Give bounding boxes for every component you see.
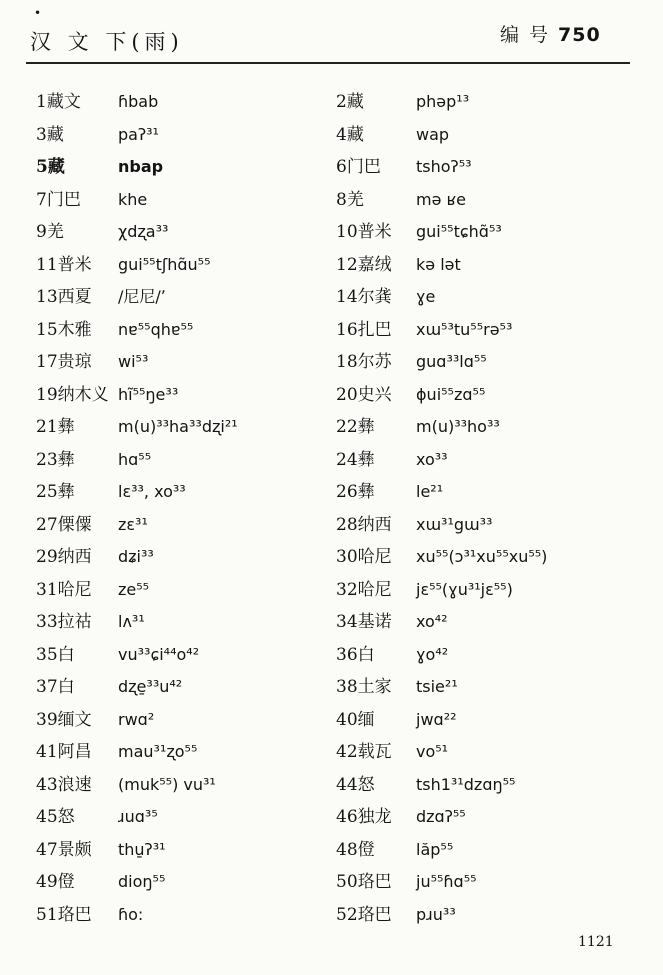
word-transcription: ɦbab: [118, 92, 159, 111]
language-label: 48僜: [336, 839, 375, 860]
word-transcription: hĩ⁵⁵ŋe³³: [118, 384, 179, 404]
language-entry: [336, 119, 450, 152]
word-transcription: lʌ³¹: [118, 612, 145, 631]
word-transcription: ɸui⁵⁵zɑ⁵⁵: [416, 384, 486, 404]
entry-number: [500, 20, 601, 47]
language-entry: [336, 899, 456, 932]
word-transcription: ze⁵⁵: [118, 579, 150, 599]
word-transcription: xɯ³¹gɯ³³: [416, 514, 493, 534]
language-entry: [336, 476, 444, 509]
language-entry: [336, 769, 516, 802]
language-entry: [36, 574, 150, 607]
language-label: 1藏文: [36, 92, 81, 112]
language-entry: [36, 834, 166, 867]
language-label: 42载瓦: [336, 742, 392, 762]
language-entry: [36, 281, 166, 314]
word-transcription: pɹu³³: [416, 904, 456, 924]
language-label: 25彝: [36, 482, 75, 502]
page-title: 汉 文 下(雨): [30, 30, 184, 54]
word-transcription: ju⁵⁵ɦɑ⁵⁵: [416, 872, 477, 891]
word-transcription: tshoʔ⁵³: [416, 157, 472, 176]
word-transcription: tsh1³¹dzɑŋ⁵⁵: [416, 774, 516, 794]
language-entry: [336, 411, 500, 444]
language-label: 22彝: [336, 417, 375, 437]
language-label: 39缅文: [36, 709, 92, 730]
language-entry: [36, 801, 158, 834]
language-entry: [36, 541, 154, 574]
language-label: 24彝: [336, 449, 375, 470]
language-label: 45怒: [36, 807, 75, 827]
language-entry: [36, 86, 159, 119]
language-entry: [336, 216, 502, 249]
language-entry: [336, 801, 466, 834]
language-label: 52珞巴: [336, 904, 392, 925]
language-entry: [336, 249, 461, 282]
language-label: 51珞巴: [36, 904, 92, 925]
language-entry: [336, 834, 454, 867]
word-transcription: mə ʁe: [416, 189, 467, 209]
word-transcription: jwɑ²²: [416, 709, 457, 729]
word-transcription: ɦo:: [118, 904, 144, 924]
word-transcription: xo³³: [416, 449, 448, 469]
language-entry: [336, 281, 436, 314]
word-transcription: vo⁵¹: [416, 742, 449, 761]
word-transcription: gui⁵⁵tɕhɑ̃⁵³: [416, 222, 502, 241]
language-entry: [336, 314, 513, 347]
language-label: 9羌: [36, 222, 64, 242]
language-entry: [36, 899, 144, 932]
word-transcription: xo⁴²: [416, 612, 448, 631]
word-transcription: thu̱ʔ³¹: [118, 839, 166, 859]
language-entry: [336, 541, 548, 574]
word-transcription: vu³³ɕi⁴⁴o⁴²: [118, 644, 200, 664]
language-entry: [36, 476, 186, 509]
word-transcription: guɑ³³lɑ⁵⁵: [416, 352, 487, 371]
language-label: 17贵琼: [36, 352, 92, 372]
language-entry: [36, 314, 194, 347]
language-label: 31哈尼: [36, 579, 92, 600]
language-label: 7门巴: [36, 189, 81, 210]
language-label: 4藏: [336, 124, 364, 145]
language-label: 32哈尼: [336, 579, 392, 600]
language-entry: [336, 639, 449, 672]
language-entry: [36, 379, 179, 412]
language-label: 41阿昌: [36, 742, 92, 762]
language-label: 30哈尼: [336, 547, 392, 567]
language-entry: [336, 574, 513, 607]
word-transcription: dioŋ⁵⁵: [118, 872, 166, 891]
bullet-mark: •: [34, 6, 42, 20]
language-entry: [36, 444, 152, 477]
word-transcription: χdʐa³³: [118, 222, 169, 241]
language-label: 2藏: [336, 92, 364, 112]
language-entry: [336, 379, 486, 412]
language-label: 12嘉绒: [336, 254, 392, 275]
language-label: 50珞巴: [336, 872, 392, 892]
language-entry: [336, 509, 493, 542]
word-transcription: le²¹: [416, 482, 444, 501]
word-transcription: m(u)³³ho³³: [416, 417, 500, 436]
language-entry: [336, 184, 467, 217]
word-transcription: gui⁵⁵tʃhɑ̃u⁵⁵: [118, 254, 211, 274]
word-transcription: phəp¹³: [416, 92, 470, 111]
language-entry: [36, 866, 166, 899]
language-label: 27傈僳: [36, 514, 92, 535]
language-entry: [36, 184, 148, 217]
language-entry: [36, 704, 155, 737]
language-label: 34基诺: [336, 612, 392, 632]
language-entry: [336, 151, 472, 184]
word-transcription: tsie²¹: [416, 677, 458, 696]
language-label: 14尔龚: [336, 287, 392, 307]
word-transcription: wap: [416, 124, 450, 144]
language-label: 21彝: [36, 417, 75, 437]
language-label: 29纳西: [36, 547, 92, 567]
language-entry: [36, 509, 148, 542]
language-label: 43浪速: [36, 774, 92, 795]
language-label: 36白: [336, 644, 375, 665]
language-label: 20史兴: [336, 384, 392, 405]
word-transcription: m(u)³³ha³³dʐi²¹: [118, 417, 238, 436]
word-transcription: paʔ³¹: [118, 124, 159, 144]
language-label: 37白: [36, 677, 75, 697]
language-label: 40缅: [336, 709, 375, 730]
language-entry: [36, 411, 238, 444]
language-label: 19纳木义: [36, 384, 109, 405]
language-label: 46独龙: [336, 807, 392, 827]
language-label: 49僜: [36, 872, 75, 892]
language-entry: [336, 346, 487, 379]
language-label: 13西夏: [36, 287, 92, 307]
language-entry: [336, 736, 449, 769]
word-transcription: dʐe̱³³u⁴²: [118, 677, 183, 696]
language-entry: [336, 704, 457, 737]
word-transcription: dʑi³³: [118, 547, 154, 566]
word-transcription: nɐ⁵⁵qhɐ⁵⁵: [118, 319, 194, 339]
language-label: 3藏: [36, 124, 64, 145]
word-transcription: xu⁵⁵(ɔ³¹xu⁵⁵xu⁵⁵): [416, 547, 548, 566]
language-entry: [36, 151, 164, 184]
language-entry: [336, 606, 448, 639]
language-label: 26彝: [336, 482, 375, 502]
language-label: 33拉祜: [36, 612, 92, 632]
language-label: 35白: [36, 644, 75, 665]
language-label: 5藏: [36, 157, 65, 177]
language-entry: [36, 346, 149, 379]
word-transcription: wi⁵³: [118, 352, 149, 371]
language-label: 28纳西: [336, 514, 392, 535]
word-transcription: ɣe: [416, 287, 436, 306]
word-transcription: nbap: [118, 157, 164, 176]
language-entry: [336, 671, 458, 704]
word-transcription: rwɑ²: [118, 709, 155, 729]
word-transcription: mau³¹ʐo⁵⁵: [118, 742, 198, 761]
number-value: 750: [558, 24, 601, 46]
word-transcription: khe: [118, 189, 148, 209]
language-entry: [36, 671, 183, 704]
language-entry: [36, 249, 211, 282]
language-label: 38土家: [336, 677, 392, 697]
language-entry: [36, 639, 200, 672]
language-label: 16扎巴: [336, 319, 392, 340]
language-label: 47景颇: [36, 839, 92, 860]
word-transcription: jɛ⁵⁵(ɣu³¹jɛ⁵⁵): [416, 579, 513, 599]
header-rule: [26, 62, 630, 64]
word-transcription: zɛ³¹: [118, 514, 148, 534]
word-transcription: dzɑʔ⁵⁵: [416, 807, 466, 826]
word-transcription: (muk⁵⁵) vu³¹: [118, 774, 216, 794]
language-label: 23彝: [36, 449, 75, 470]
number-label: 编 号: [500, 24, 551, 46]
language-label: 6门巴: [336, 157, 381, 177]
language-label: 10普米: [336, 222, 392, 242]
word-transcription: kə lət: [416, 254, 461, 274]
page-number: 1121: [578, 934, 614, 950]
word-transcription: /尼尼/ʼ: [118, 287, 166, 306]
language-entry: [36, 606, 145, 639]
word-transcription: xɯ⁵³tu⁵⁵rə⁵³: [416, 319, 513, 339]
right-column: [336, 86, 548, 931]
language-entry: [336, 444, 448, 477]
language-entry: [36, 119, 159, 152]
left-column: [36, 86, 238, 931]
language-label: 15木雅: [36, 319, 92, 340]
word-transcription: lăp⁵⁵: [416, 839, 454, 859]
word-transcription: ɹuɑ³⁵: [118, 807, 158, 826]
language-label: 18尔苏: [336, 352, 392, 372]
word-transcription: ɣo⁴²: [416, 644, 449, 664]
language-entry: [336, 866, 477, 899]
language-label: 11普米: [36, 254, 92, 275]
word-transcription: hɑ⁵⁵: [118, 449, 152, 469]
language-label: 8羌: [336, 189, 364, 210]
language-entry: [36, 736, 198, 769]
language-label: 44怒: [336, 774, 375, 795]
language-entry: [36, 216, 169, 249]
language-entry: [36, 769, 216, 802]
word-transcription: lɛ³³, xo³³: [118, 482, 186, 501]
language-entry: [336, 86, 470, 119]
